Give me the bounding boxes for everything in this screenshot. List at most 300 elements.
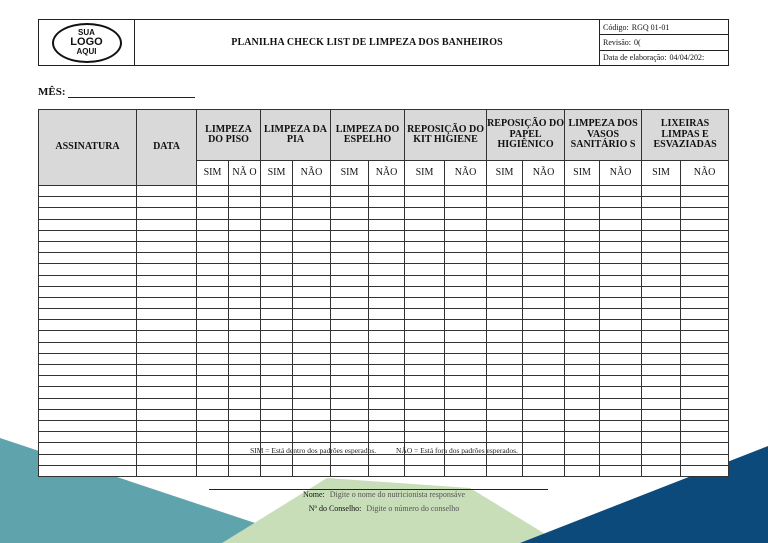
table-cell[interactable] [523,286,565,297]
table-cell[interactable] [681,230,729,241]
table-cell[interactable] [197,208,229,219]
table-cell[interactable] [137,365,197,376]
table-cell[interactable] [137,264,197,275]
table-cell[interactable] [331,465,369,476]
table-cell[interactable] [642,398,681,409]
table-cell[interactable] [565,297,600,308]
table-cell[interactable] [331,286,369,297]
table-cell[interactable] [523,365,565,376]
table-cell[interactable] [197,365,229,376]
table-cell[interactable] [197,253,229,264]
table-cell[interactable] [293,376,331,387]
table-cell[interactable] [197,186,229,197]
table-cell[interactable] [445,420,487,431]
table-cell[interactable] [487,275,523,286]
table-cell[interactable] [293,219,331,230]
table-cell[interactable] [487,320,523,331]
table-cell[interactable] [487,197,523,208]
table-cell[interactable] [642,253,681,264]
table-cell[interactable] [229,331,261,342]
table-cell[interactable] [369,253,405,264]
table-cell[interactable] [39,365,137,376]
table-cell[interactable] [681,353,729,364]
table-cell[interactable] [405,253,445,264]
table-cell[interactable] [293,432,331,443]
table-cell[interactable] [681,275,729,286]
table-cell[interactable] [565,253,600,264]
table-cell[interactable] [445,353,487,364]
table-cell[interactable] [681,297,729,308]
table-cell[interactable] [261,197,293,208]
table-cell[interactable] [293,387,331,398]
table-cell[interactable] [261,186,293,197]
table-cell[interactable] [642,331,681,342]
table-cell[interactable] [293,297,331,308]
table-cell[interactable] [331,241,369,252]
table-cell[interactable] [261,387,293,398]
table-cell[interactable] [523,241,565,252]
table-cell[interactable] [369,398,405,409]
table-cell[interactable] [39,432,137,443]
table-cell[interactable] [565,365,600,376]
table-cell[interactable] [137,208,197,219]
table-cell[interactable] [600,197,642,208]
table-cell[interactable] [405,353,445,364]
table-cell[interactable] [565,432,600,443]
table-cell[interactable] [487,219,523,230]
table-cell[interactable] [229,186,261,197]
table-cell[interactable] [39,197,137,208]
table-cell[interactable] [293,253,331,264]
table-cell[interactable] [681,241,729,252]
table-cell[interactable] [197,309,229,320]
table-cell[interactable] [405,376,445,387]
table-cell[interactable] [565,353,600,364]
table-cell[interactable] [261,454,293,465]
table-cell[interactable] [681,420,729,431]
table-cell[interactable] [197,398,229,409]
table-cell[interactable] [487,264,523,275]
table-cell[interactable] [487,241,523,252]
table-cell[interactable] [369,342,405,353]
table-cell[interactable] [369,387,405,398]
table-cell[interactable] [445,253,487,264]
table-cell[interactable] [681,465,729,476]
table-cell[interactable] [642,376,681,387]
table-cell[interactable] [39,409,137,420]
table-cell[interactable] [331,230,369,241]
table-cell[interactable] [445,186,487,197]
table-cell[interactable] [523,331,565,342]
table-cell[interactable] [445,197,487,208]
table-cell[interactable] [39,353,137,364]
table-cell[interactable] [405,387,445,398]
table-cell[interactable] [197,320,229,331]
table-cell[interactable] [229,275,261,286]
table-cell[interactable] [405,409,445,420]
table-cell[interactable] [137,241,197,252]
table-cell[interactable] [331,275,369,286]
table-cell[interactable] [261,241,293,252]
table-cell[interactable] [197,197,229,208]
table-cell[interactable] [600,241,642,252]
table-cell[interactable] [261,264,293,275]
table-cell[interactable] [261,320,293,331]
table-cell[interactable] [405,197,445,208]
table-cell[interactable] [565,309,600,320]
table-cell[interactable] [600,219,642,230]
table-cell[interactable] [293,420,331,431]
table-cell[interactable] [445,208,487,219]
table-cell[interactable] [565,420,600,431]
table-cell[interactable] [39,320,137,331]
table-cell[interactable] [642,432,681,443]
meta-code-value[interactable]: RGQ 01-01 [631,22,670,32]
table-cell[interactable] [523,387,565,398]
table-cell[interactable] [39,465,137,476]
table-cell[interactable] [331,365,369,376]
table-cell[interactable] [331,253,369,264]
table-cell[interactable] [331,197,369,208]
table-cell[interactable] [405,219,445,230]
table-cell[interactable] [487,365,523,376]
table-cell[interactable] [445,454,487,465]
table-cell[interactable] [39,264,137,275]
table-cell[interactable] [487,230,523,241]
table-cell[interactable] [293,365,331,376]
table-cell[interactable] [369,320,405,331]
table-cell[interactable] [229,398,261,409]
table-cell[interactable] [369,208,405,219]
table-cell[interactable] [261,230,293,241]
table-cell[interactable] [405,208,445,219]
table-cell[interactable] [197,219,229,230]
table-cell[interactable] [681,309,729,320]
table-cell[interactable] [642,320,681,331]
table-cell[interactable] [331,342,369,353]
table-cell[interactable] [681,342,729,353]
table-cell[interactable] [565,286,600,297]
table-cell[interactable] [642,275,681,286]
table-cell[interactable] [229,253,261,264]
table-cell[interactable] [229,320,261,331]
meta-date-value[interactable]: 04/04/202: [669,53,705,63]
table-cell[interactable] [681,219,729,230]
table-cell[interactable] [681,454,729,465]
table-cell[interactable] [642,186,681,197]
table-cell[interactable] [600,454,642,465]
table-cell[interactable] [197,432,229,443]
table-cell[interactable] [331,432,369,443]
table-cell[interactable] [229,342,261,353]
table-cell[interactable] [565,387,600,398]
table-cell[interactable] [39,186,137,197]
table-cell[interactable] [600,342,642,353]
table-cell[interactable] [229,432,261,443]
table-cell[interactable] [39,297,137,308]
table-cell[interactable] [229,241,261,252]
table-cell[interactable] [405,264,445,275]
table-cell[interactable] [137,420,197,431]
table-cell[interactable] [445,365,487,376]
table-cell[interactable] [261,309,293,320]
table-cell[interactable] [39,309,137,320]
table-cell[interactable] [369,365,405,376]
table-cell[interactable] [137,465,197,476]
table-cell[interactable] [487,331,523,342]
table-cell[interactable] [445,398,487,409]
table-cell[interactable] [137,275,197,286]
table-cell[interactable] [261,432,293,443]
table-cell[interactable] [197,275,229,286]
table-cell[interactable] [405,454,445,465]
table-cell[interactable] [197,264,229,275]
table-cell[interactable] [197,420,229,431]
table-cell[interactable] [523,297,565,308]
table-cell[interactable] [229,409,261,420]
table-cell[interactable] [600,465,642,476]
table-cell[interactable] [369,241,405,252]
table-cell[interactable] [681,286,729,297]
table-cell[interactable] [197,454,229,465]
table-cell[interactable] [369,264,405,275]
table-cell[interactable] [600,331,642,342]
table-cell[interactable] [681,186,729,197]
table-cell[interactable] [293,454,331,465]
table-cell[interactable] [405,230,445,241]
table-cell[interactable] [642,197,681,208]
table-cell[interactable] [229,454,261,465]
table-cell[interactable] [137,398,197,409]
table-cell[interactable] [487,353,523,364]
table-cell[interactable] [197,409,229,420]
table-cell[interactable] [293,286,331,297]
table-cell[interactable] [642,365,681,376]
table-cell[interactable] [523,409,565,420]
table-cell[interactable] [331,387,369,398]
table-cell[interactable] [39,286,137,297]
table-cell[interactable] [487,342,523,353]
table-cell[interactable] [405,309,445,320]
table-cell[interactable] [523,353,565,364]
table-cell[interactable] [487,387,523,398]
table-cell[interactable] [487,286,523,297]
table-cell[interactable] [137,253,197,264]
table-cell[interactable] [405,331,445,342]
table-cell[interactable] [642,297,681,308]
table-cell[interactable] [229,353,261,364]
table-cell[interactable] [681,387,729,398]
table-cell[interactable] [331,331,369,342]
table-cell[interactable] [405,241,445,252]
table-cell[interactable] [229,309,261,320]
table-cell[interactable] [369,309,405,320]
table-cell[interactable] [600,398,642,409]
table-cell[interactable] [137,197,197,208]
table-cell[interactable] [197,387,229,398]
table-cell[interactable] [261,465,293,476]
table-cell[interactable] [137,286,197,297]
table-cell[interactable] [197,286,229,297]
table-cell[interactable] [331,353,369,364]
table-cell[interactable] [405,320,445,331]
table-cell[interactable] [523,275,565,286]
table-cell[interactable] [681,253,729,264]
table-cell[interactable] [565,409,600,420]
table-cell[interactable] [331,409,369,420]
table-cell[interactable] [487,465,523,476]
meta-revision-value[interactable]: 0( [634,37,641,47]
table-cell[interactable] [229,387,261,398]
table-cell[interactable] [369,219,405,230]
table-cell[interactable] [137,230,197,241]
table-cell[interactable] [642,409,681,420]
table-cell[interactable] [642,387,681,398]
table-cell[interactable] [523,342,565,353]
table-cell[interactable] [445,286,487,297]
table-cell[interactable] [681,365,729,376]
table-cell[interactable] [293,230,331,241]
table-cell[interactable] [369,297,405,308]
table-cell[interactable] [565,342,600,353]
table-cell[interactable] [565,230,600,241]
table-cell[interactable] [681,409,729,420]
table-cell[interactable] [405,398,445,409]
table-cell[interactable] [445,465,487,476]
table-cell[interactable] [331,309,369,320]
table-cell[interactable] [229,286,261,297]
table-cell[interactable] [487,309,523,320]
table-cell[interactable] [137,353,197,364]
table-cell[interactable] [331,376,369,387]
table-cell[interactable] [293,186,331,197]
table-cell[interactable] [197,241,229,252]
table-cell[interactable] [229,465,261,476]
table-cell[interactable] [229,219,261,230]
table-cell[interactable] [600,286,642,297]
table-cell[interactable] [331,297,369,308]
table-cell[interactable] [523,420,565,431]
table-cell[interactable] [600,320,642,331]
table-cell[interactable] [405,465,445,476]
table-cell[interactable] [405,275,445,286]
table-cell[interactable] [293,241,331,252]
table-cell[interactable] [642,264,681,275]
table-cell[interactable] [642,465,681,476]
table-cell[interactable] [642,309,681,320]
table-cell[interactable] [261,376,293,387]
table-cell[interactable] [487,186,523,197]
table-cell[interactable] [642,342,681,353]
table-cell[interactable] [369,331,405,342]
table-cell[interactable] [39,230,137,241]
signature-name-field[interactable]: Digite o nome do nutricionista responsáve [329,490,466,499]
table-cell[interactable] [445,264,487,275]
table-cell[interactable] [197,353,229,364]
table-cell[interactable] [39,454,137,465]
table-cell[interactable] [600,387,642,398]
table-cell[interactable] [293,320,331,331]
table-cell[interactable] [39,253,137,264]
table-cell[interactable] [369,286,405,297]
table-cell[interactable] [261,420,293,431]
table-cell[interactable] [523,219,565,230]
table-cell[interactable] [39,219,137,230]
table-cell[interactable] [600,253,642,264]
table-cell[interactable] [600,376,642,387]
table-cell[interactable] [39,331,137,342]
table-cell[interactable] [642,454,681,465]
table-cell[interactable] [487,409,523,420]
table-cell[interactable] [39,342,137,353]
table-cell[interactable] [369,465,405,476]
table-cell[interactable] [137,387,197,398]
table-cell[interactable] [197,297,229,308]
table-cell[interactable] [331,186,369,197]
table-cell[interactable] [523,230,565,241]
table-cell[interactable] [487,376,523,387]
table-cell[interactable] [445,331,487,342]
table-cell[interactable] [137,309,197,320]
table-cell[interactable] [523,454,565,465]
table-cell[interactable] [369,353,405,364]
table-cell[interactable] [487,454,523,465]
table-cell[interactable] [523,432,565,443]
table-cell[interactable] [369,420,405,431]
table-cell[interactable] [681,197,729,208]
table-cell[interactable] [681,398,729,409]
table-cell[interactable] [39,275,137,286]
table-cell[interactable] [600,264,642,275]
table-cell[interactable] [600,186,642,197]
table-cell[interactable] [523,186,565,197]
table-cell[interactable] [137,376,197,387]
table-cell[interactable] [261,398,293,409]
table-cell[interactable] [369,197,405,208]
table-cell[interactable] [293,353,331,364]
table-cell[interactable] [600,297,642,308]
table-cell[interactable] [523,197,565,208]
table-cell[interactable] [600,353,642,364]
table-cell[interactable] [600,420,642,431]
table-cell[interactable] [229,365,261,376]
table-cell[interactable] [261,342,293,353]
table-cell[interactable] [137,409,197,420]
table-cell[interactable] [445,219,487,230]
table-cell[interactable] [331,320,369,331]
table-cell[interactable] [523,253,565,264]
table-cell[interactable] [137,432,197,443]
table-cell[interactable] [331,454,369,465]
table-cell[interactable] [261,409,293,420]
table-cell[interactable] [565,208,600,219]
table-cell[interactable] [600,409,642,420]
table-cell[interactable] [681,376,729,387]
table-cell[interactable] [445,230,487,241]
table-cell[interactable] [331,208,369,219]
table-cell[interactable] [642,353,681,364]
table-cell[interactable] [565,320,600,331]
table-cell[interactable] [39,376,137,387]
table-cell[interactable] [293,275,331,286]
table-cell[interactable] [681,208,729,219]
table-cell[interactable] [405,342,445,353]
table-cell[interactable] [137,219,197,230]
table-cell[interactable] [261,253,293,264]
table-cell[interactable] [445,241,487,252]
table-cell[interactable] [369,432,405,443]
table-cell[interactable] [565,186,600,197]
